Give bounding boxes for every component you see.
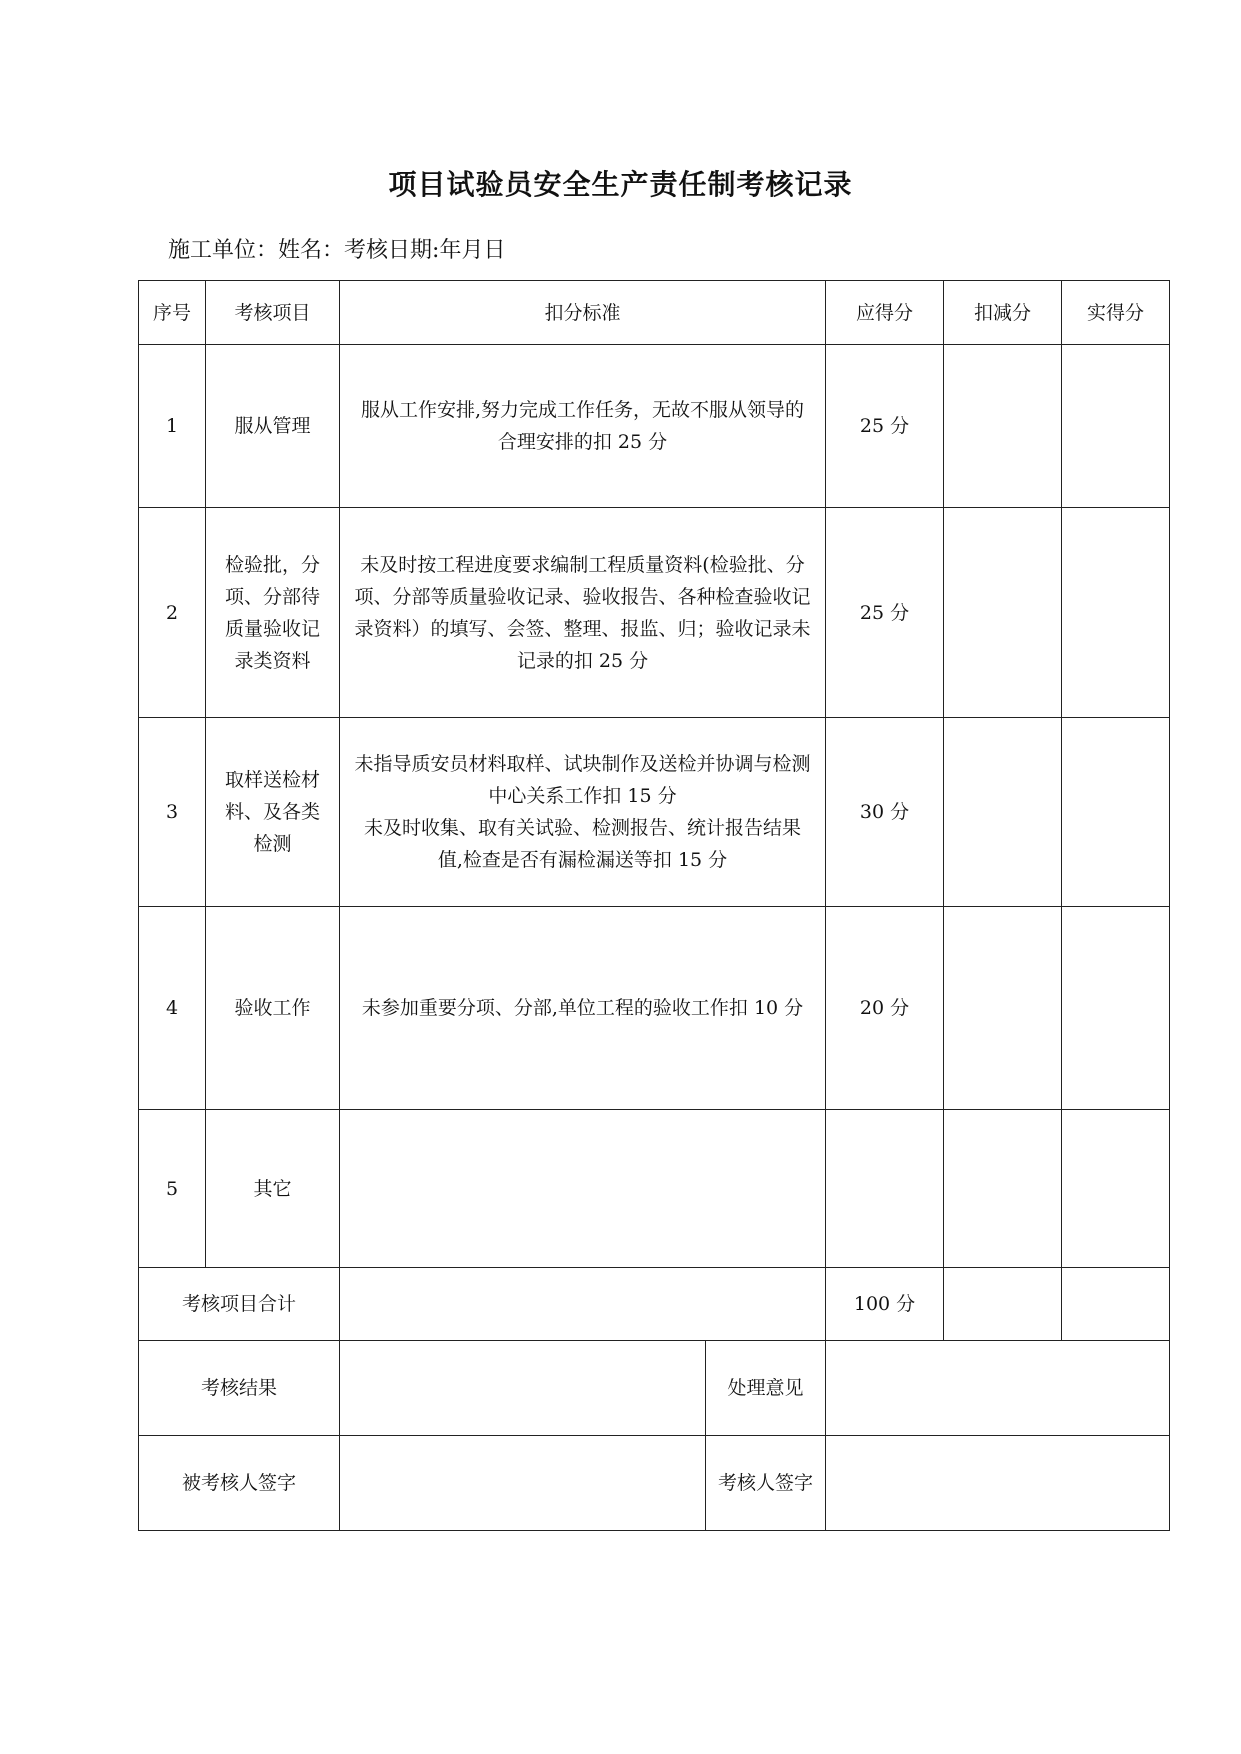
row-standard: 未及时按工程进度要求编制工程质量资料(检验批、分项、分部等质量验收记录、验收报告、各种检查验收记录资料）的填写、会签、整理、报监、归；验收记录未记录的扣 25 分: [340, 508, 826, 718]
assessment-table: [138, 280, 1170, 1531]
row-item: 验收工作: [206, 907, 340, 1110]
total-deduct: [944, 1268, 1062, 1341]
row-standard-line: 未及时收集、取有关试验、检测报告、统计报告结果值,检查是否有漏检漏送等扣 15 分: [364, 817, 802, 871]
row-item: 取样送检材料、及各类检测: [206, 718, 340, 907]
row-actual: [1062, 345, 1170, 508]
header-actual: 实得分: [1062, 281, 1170, 345]
row-standard: 未参加重要分项、分部,单位工程的验收工作扣 10 分: [340, 907, 826, 1110]
header-item: 考核项目: [206, 281, 340, 345]
header-due: 应得分: [826, 281, 944, 345]
row-due: 25 分: [826, 508, 944, 718]
meta-line: [168, 233, 505, 264]
row-deduct: [944, 907, 1062, 1110]
meta-date: 考核日期:年月日: [344, 238, 506, 263]
table-row: [139, 345, 1170, 508]
row-standard: [340, 1110, 826, 1268]
row-due: 20 分: [826, 907, 944, 1110]
table-row: [139, 1110, 1170, 1268]
assessor-label: 考核人签字: [706, 1436, 826, 1531]
row-no: 4: [139, 907, 206, 1110]
row-no: 5: [139, 1110, 206, 1268]
row-deduct: [944, 1110, 1062, 1268]
row-actual: [1062, 1110, 1170, 1268]
sign-label: 被考核人签字: [139, 1436, 340, 1531]
header-no: 序号: [139, 281, 206, 345]
row-actual: [1062, 508, 1170, 718]
total-due: 100 分: [826, 1268, 944, 1341]
total-standard: [340, 1268, 826, 1341]
result-label: 考核结果: [139, 1341, 340, 1436]
header-standard: 扣分标准: [340, 281, 826, 345]
row-no: 3: [139, 718, 206, 907]
row-no: 2: [139, 508, 206, 718]
total-actual: [1062, 1268, 1170, 1341]
opinion-value: [826, 1341, 1170, 1436]
result-value: [340, 1341, 706, 1436]
opinion-label: 处理意见: [706, 1341, 826, 1436]
row-standard-line: 未指导质安员材料取样、试块制作及送检并协调与检测中心关系工作扣 15 分: [354, 753, 811, 807]
row-actual: [1062, 907, 1170, 1110]
row-standard: 服从工作安排,努力完成工作任务，无故不服从领导的合理安排的扣 25 分: [340, 345, 826, 508]
row-deduct: [944, 345, 1062, 508]
row-item: 检验批，分项、分部待质量验收记录类资料: [206, 508, 340, 718]
total-row: [139, 1268, 1170, 1341]
row-no: 1: [139, 345, 206, 508]
document-title: 项目试验员安全生产责任制考核记录: [388, 168, 853, 201]
row-standard: [340, 718, 826, 907]
sign-row: [139, 1436, 1170, 1531]
header-row: [139, 281, 1170, 345]
meta-name: 姓名：: [278, 238, 345, 263]
row-due: 25 分: [826, 345, 944, 508]
table-row: [139, 907, 1170, 1110]
row-due: 30 分: [826, 718, 944, 907]
row-actual: [1062, 718, 1170, 907]
table-row: [139, 718, 1170, 907]
sign-value: [340, 1436, 706, 1531]
row-due: [826, 1110, 944, 1268]
total-label: 考核项目合计: [139, 1268, 340, 1341]
row-item: 其它: [206, 1110, 340, 1268]
header-deduct: 扣减分: [944, 281, 1062, 345]
row-deduct: [944, 718, 1062, 907]
row-item: 服从管理: [206, 345, 340, 508]
table-row: [139, 508, 1170, 718]
assessor-value: [826, 1436, 1170, 1531]
result-row: [139, 1341, 1170, 1436]
row-deduct: [944, 508, 1062, 718]
meta-unit: 施工单位：: [168, 238, 279, 263]
